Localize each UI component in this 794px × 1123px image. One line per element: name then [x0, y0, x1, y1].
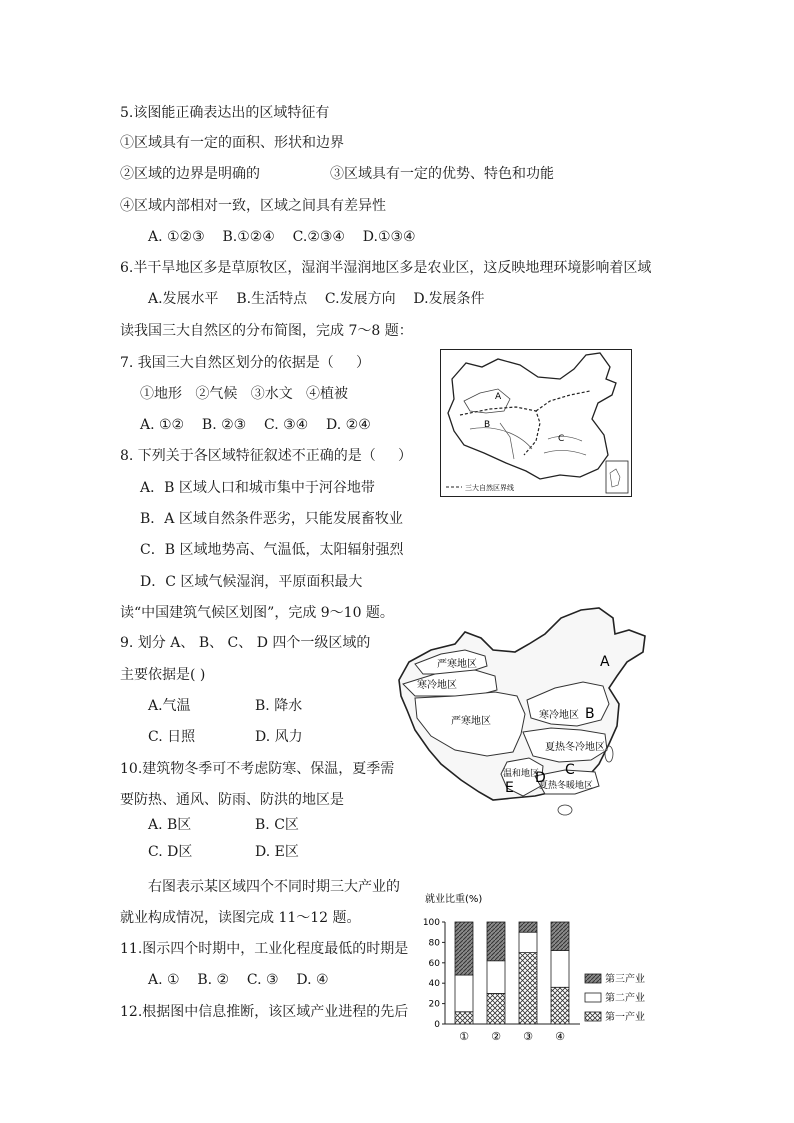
q10-option-d: D. E区: [255, 844, 299, 860]
bar-segment: [551, 987, 569, 1024]
bar-segment: [487, 993, 505, 1024]
map2-region-7: 夏热冬暖地区: [539, 781, 594, 791]
map2-region-5: 夏热冬冷地区: [545, 742, 605, 753]
employment-structure-chart: [415, 888, 685, 1058]
y-tick-label: 80: [428, 938, 440, 949]
q10-stem-1: 10.建筑物冬季可不考虑防寒、保温，夏季需: [120, 761, 395, 777]
q8-option-c: C．B 区域地势高、气温低，太阳辐射强烈: [140, 542, 404, 558]
intro-11-12-line-2: 就业构成情况，读图完成 11～12 题。: [120, 910, 361, 926]
bar-segment: [519, 932, 537, 952]
q8-option-a: A．B 区域人口和城市集中于河谷地带: [140, 480, 375, 496]
q11-options: A. ① B. ② C. ③ D. ④: [148, 972, 329, 988]
legend-swatch: [585, 993, 601, 1002]
q7-stem: 7. 我国三大自然区划分的依据是（ ）: [120, 355, 371, 371]
q6-options: A.发展水平 B.生活特点 C.发展方向 D.发展条件: [148, 291, 485, 307]
intro-11-12-line-1: 右图表示某区域四个不同时期三大产业的: [148, 879, 400, 895]
q7-options: A. ①② B. ②③ C. ③④ D. ②④: [140, 417, 371, 433]
bar-segment: [519, 953, 537, 1024]
map2-letter-c: C: [565, 762, 575, 778]
map1-label-b: B: [484, 420, 491, 430]
q5-statement-4: ④区域内部相对一致，区域之间具有差异性: [120, 198, 386, 214]
q5-statement-1: ①区域具有一定的面积、形状和边界: [120, 135, 344, 151]
y-tick-label: 40: [428, 979, 440, 990]
q8-stem: 8. 下列关于各区域特征叙述不正确的是（ ）: [120, 448, 413, 464]
intro-9-10: 读“中国建筑气候区划图”，完成 9～10 题。: [120, 605, 394, 621]
q5-stem: 5.该图能正确表达出的区域特征有: [120, 105, 330, 121]
category-label: ④: [555, 1030, 565, 1043]
map2-region-1: 严寒地区: [437, 659, 477, 670]
map1-legend: 三大自然区界线: [465, 484, 514, 492]
map1-label-a: A: [495, 392, 502, 402]
q9-option-d: D. 风力: [255, 729, 303, 745]
category-label: ①: [459, 1030, 469, 1043]
q10-option-c: C. D区: [148, 844, 193, 860]
y-tick-label: 20: [428, 999, 440, 1010]
q7-items: ①地形 ②气候 ③水文 ④植被: [140, 386, 349, 402]
q9-option-a: A.气温: [148, 698, 191, 714]
map2-region-3: 严寒地区: [451, 716, 491, 727]
y-tick-label: 0: [434, 1020, 440, 1030]
legend-label: 第一产业: [605, 1012, 645, 1023]
map1-label-c: C: [558, 434, 565, 444]
q5-statement-3: ③区域具有一定的优势、特色和功能: [330, 166, 554, 182]
q5-statement-2: ②区域的边界是明确的: [120, 166, 260, 182]
q10-stem-2: 要防热、通风、防雨、防洪的地区是: [120, 792, 344, 808]
bar-segment: [551, 951, 569, 988]
q9-option-b: B. 降水: [255, 698, 303, 714]
q5-options: A. ①②③ B.①②④ C.②③④ D.①③④: [148, 229, 416, 245]
map2-letter-d: D: [535, 770, 546, 786]
legend-label: 第三产业: [605, 974, 645, 985]
y-tick-label: 60: [428, 958, 440, 969]
map2-region-2: 寒冷地区: [417, 680, 457, 691]
q10-option-b: B. C区: [255, 817, 299, 833]
q12-stem: 12.根据图中信息推断，该区域产业进程的先后: [120, 1004, 409, 1020]
q8-option-b: B．A 区域自然条件恶劣，只能发展畜牧业: [140, 511, 403, 527]
bar-segment: [487, 922, 505, 961]
map2-region-6: 温和地区: [503, 769, 540, 779]
three-natural-regions-map: [440, 349, 632, 497]
q8-option-d: D．C 区域气候湿润，平原面积最大: [140, 574, 363, 590]
intro-7-8: 读我国三大自然区的分布简图，完成 7～8 题：: [120, 323, 413, 339]
bar-segment: [455, 922, 473, 975]
category-label: ③: [523, 1030, 533, 1043]
legend-swatch: [585, 974, 601, 983]
map2-letter-e: E: [505, 780, 514, 796]
bar-segment: [551, 922, 569, 951]
legend-label: 第二产业: [605, 993, 645, 1004]
map2-region-4: 寒冷地区: [539, 710, 579, 721]
q9-stem-1: 9. 划分 A、 B、 C、 D 四个一级区域的: [120, 635, 371, 651]
q11-stem: 11.图示四个时期中，工业化程度最低的时期是: [120, 941, 409, 957]
y-tick-label: 100: [422, 918, 440, 928]
legend-swatch: [585, 1012, 601, 1021]
bar-segment: [487, 961, 505, 994]
map2-letter-b: B: [585, 706, 595, 722]
q10-option-a: A. B区: [148, 817, 192, 833]
q9-stem-2: 主要依据是( ): [120, 667, 206, 683]
q9-option-c: C. 日照: [148, 729, 196, 745]
category-label: ②: [491, 1030, 501, 1043]
bar-segment: [519, 922, 537, 932]
bar-segment: [455, 975, 473, 1012]
chart-ylabel: 就业比重(%): [425, 894, 483, 905]
building-climate-map: [395, 604, 653, 824]
bar-segment: [455, 1012, 473, 1024]
q6-stem: 6.半干旱地区多是草原牧区，湿润半湿润地区多是农业区，这反映地理环境影响着区域: [120, 260, 652, 276]
map2-letter-a: A: [600, 654, 610, 670]
